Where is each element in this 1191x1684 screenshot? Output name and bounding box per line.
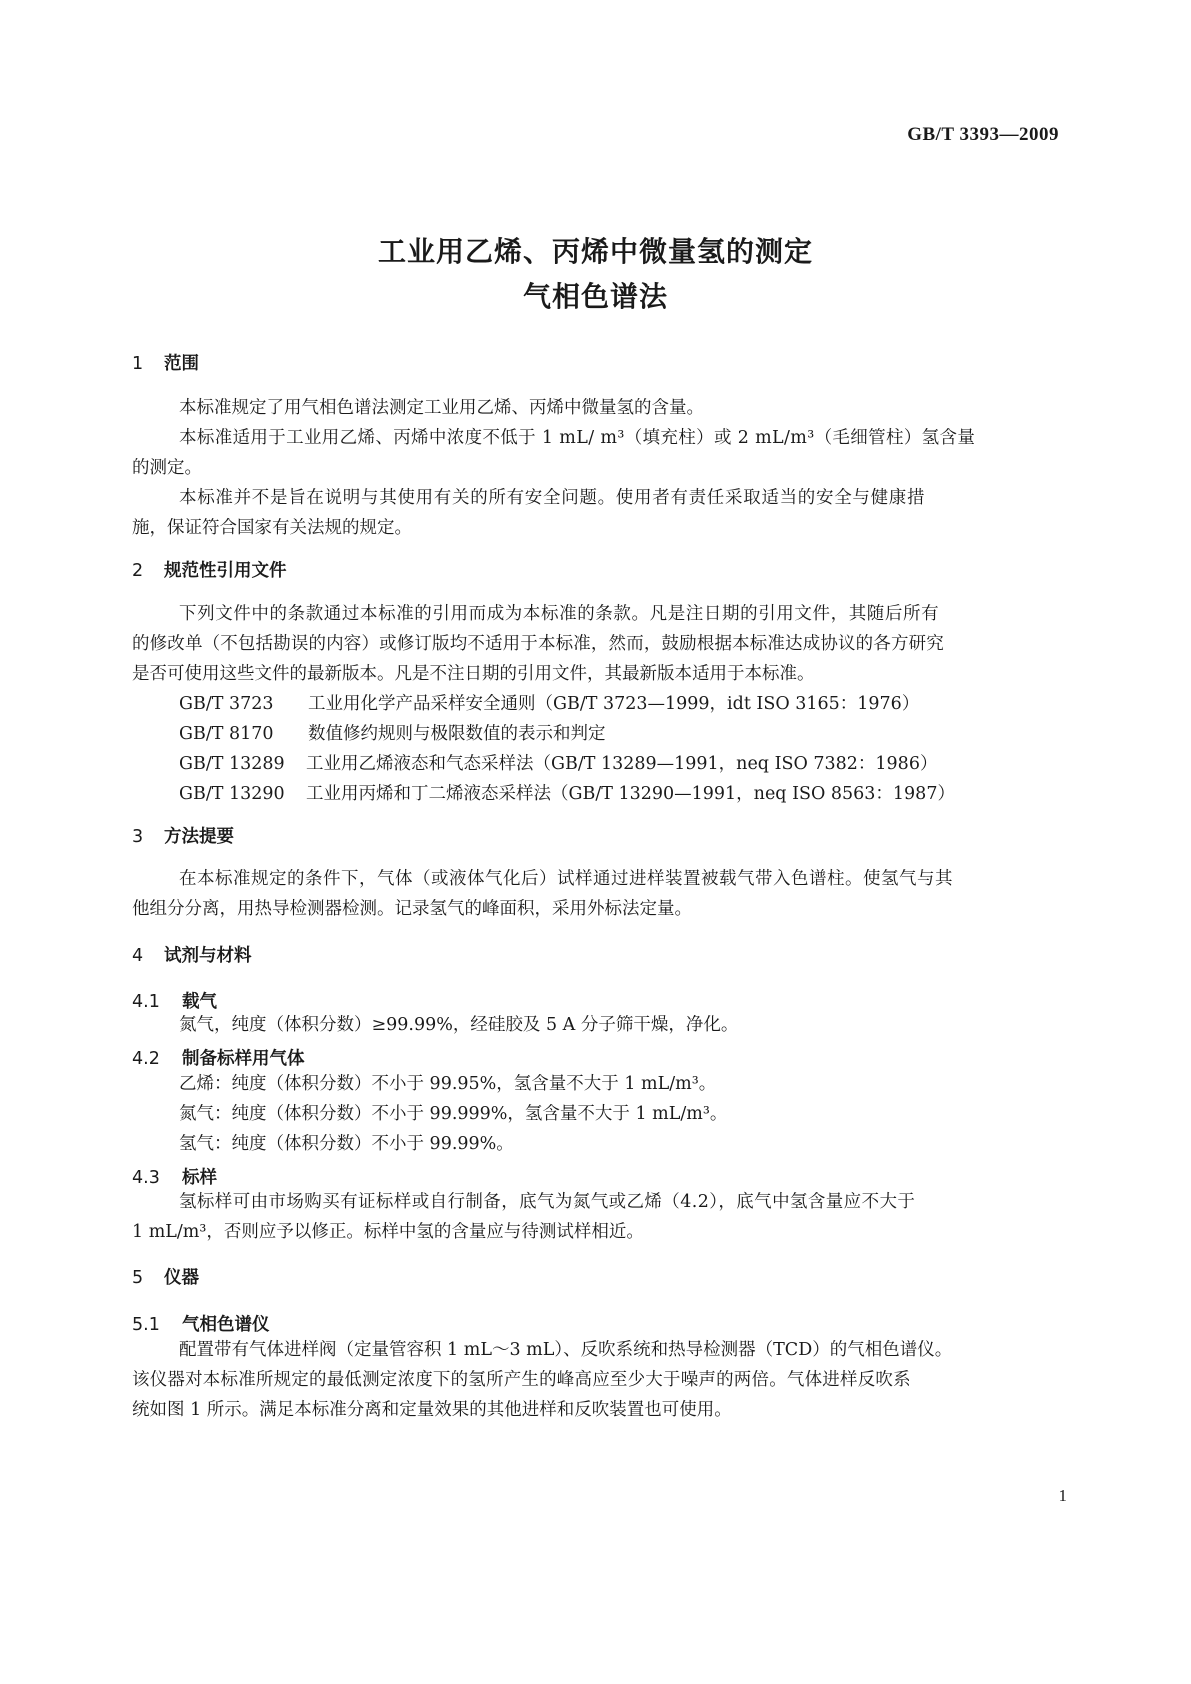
paragraph: 下列文件中的条款通过本标准的引用而成为本标准的条款。凡是注日期的引用文件，其随后所有 xyxy=(179,604,940,624)
section-number: 3 xyxy=(132,827,144,847)
paragraph: 本标准适用于工业用乙烯、丙烯中浓度不低于 1 mL/ m³（填充柱）或 2 mL/m³（毛细管柱）氢含量 xyxy=(179,428,976,448)
subsection-title: 载气 xyxy=(182,992,217,1012)
subsection-title: 制备标样用气体 xyxy=(182,1049,305,1069)
subsection-title: 标样 xyxy=(182,1168,217,1188)
paragraph: 的测定。 xyxy=(132,458,202,478)
paragraph: 配置带有气体进样阀（定量管容积 1 mL～3 mL）、反吹系统和热导检测器（TCD）的气相色谱仪。 xyxy=(179,1340,953,1360)
standard-number: GB/T 3393—2009 xyxy=(907,124,1059,145)
reference-title: 工业用化学产品采样安全通则（GB/T 3723—1999，idt ISO 3165：1976） xyxy=(308,694,920,714)
reference-code: GB/T 8170 xyxy=(179,724,274,744)
section-title: 范围 xyxy=(164,354,199,374)
paragraph: 氢标样可由市场购买有证标样或自行制备，底气为氮气或乙烯（4.2），底气中氢含量应不大于 xyxy=(179,1192,916,1212)
reference-item xyxy=(132,754,1107,774)
section-1-heading xyxy=(132,350,199,375)
paragraph: 乙烯：纯度（体积分数）不小于 99.95%，氢含量不大于 1 mL/m³。 xyxy=(179,1074,717,1094)
paragraph: 该仪器对本标准所规定的最低测定浓度下的氢所产生的峰高应至少大于噪声的两倍。气体进样反吹系 xyxy=(132,1370,911,1390)
reference-item xyxy=(132,784,1107,804)
document-subtitle: 气相色谱法 xyxy=(522,280,668,313)
subsection-number: 4.3 xyxy=(132,1168,160,1188)
subsection-number: 4.1 xyxy=(132,992,160,1012)
section-number: 5 xyxy=(132,1268,144,1288)
document-title: 工业用乙烯、丙烯中微量氢的测定 xyxy=(377,235,813,268)
paragraph: 是否可使用这些文件的最新版本。凡是不注日期的引用文件，其最新版本适用于本标准。 xyxy=(132,664,815,684)
subsection-4-1-heading xyxy=(132,988,217,1013)
reference-code: GB/T 13289 xyxy=(179,754,285,774)
paragraph: 1 mL/m³，否则应予以修正。标样中氢的含量应与待测试样相近。 xyxy=(132,1222,644,1242)
reference-code: GB/T 3723 xyxy=(179,694,274,714)
paragraph: 氮气，纯度（体积分数）≥99.99%，经硅胶及 5 A 分子筛干燥，净化。 xyxy=(179,1015,739,1035)
reference-item xyxy=(132,724,1107,744)
subsection-title: 气相色谱仪 xyxy=(182,1315,270,1335)
section-title: 方法提要 xyxy=(164,827,234,847)
section-title: 仪器 xyxy=(164,1268,199,1288)
subsection-4-2-heading xyxy=(132,1045,305,1070)
reference-title: 数值修约规则与极限数值的表示和判定 xyxy=(308,724,606,744)
paragraph: 在本标准规定的条件下，气体（或液体气化后）试样通过进样装置被载气带入色谱柱。使氢气与其 xyxy=(179,869,953,889)
section-title: 试剂与材料 xyxy=(164,946,252,966)
section-number: 1 xyxy=(132,354,144,374)
subsection-number: 5.1 xyxy=(132,1315,160,1335)
reference-title: 工业用丙烯和丁二烯液态采样法（GB/T 13290—1991，neq ISO 8563：1987） xyxy=(306,784,955,804)
section-4-heading xyxy=(132,942,252,967)
section-title: 规范性引用文件 xyxy=(164,561,287,581)
subsection-4-3-heading xyxy=(132,1164,217,1189)
section-number: 4 xyxy=(132,946,144,966)
paragraph: 本标准规定了用气相色谱法测定工业用乙烯、丙烯中微量氢的含量。 xyxy=(179,398,704,418)
subsection-5-1-heading xyxy=(132,1311,270,1336)
page-number: 1 xyxy=(1058,1486,1067,1505)
paragraph: 氮气：纯度（体积分数）不小于 99.999%，氢含量不大于 1 mL/m³。 xyxy=(179,1104,728,1124)
paragraph: 的修改单（不包括勘误的内容）或修订版均不适用于本标准，然而，鼓励根据本标准达成协议的各方研究 xyxy=(132,634,944,654)
reference-item xyxy=(132,694,1107,714)
paragraph: 本标准并不是旨在说明与其使用有关的所有安全问题。使用者有责任采取适当的安全与健康措 xyxy=(179,488,926,508)
paragraph: 施，保证符合国家有关法规的规定。 xyxy=(132,518,412,538)
section-5-heading xyxy=(132,1264,199,1289)
section-2-heading xyxy=(132,557,287,582)
section-3-heading xyxy=(132,823,234,848)
paragraph: 他组分分离，用热导检测器检测。记录氢气的峰面积，采用外标法定量。 xyxy=(132,899,692,919)
subsection-number: 4.2 xyxy=(132,1049,160,1069)
reference-code: GB/T 13290 xyxy=(179,784,285,804)
paragraph: 氢气：纯度（体积分数）不小于 99.99%。 xyxy=(179,1134,514,1154)
paragraph: 统如图 1 所示。满足本标准分离和定量效果的其他进样和反吹装置也可使用。 xyxy=(132,1400,732,1420)
section-number: 2 xyxy=(132,561,144,581)
reference-title: 工业用乙烯液态和气态采样法（GB/T 13289—1991，neq ISO 7382：1986） xyxy=(306,754,938,774)
